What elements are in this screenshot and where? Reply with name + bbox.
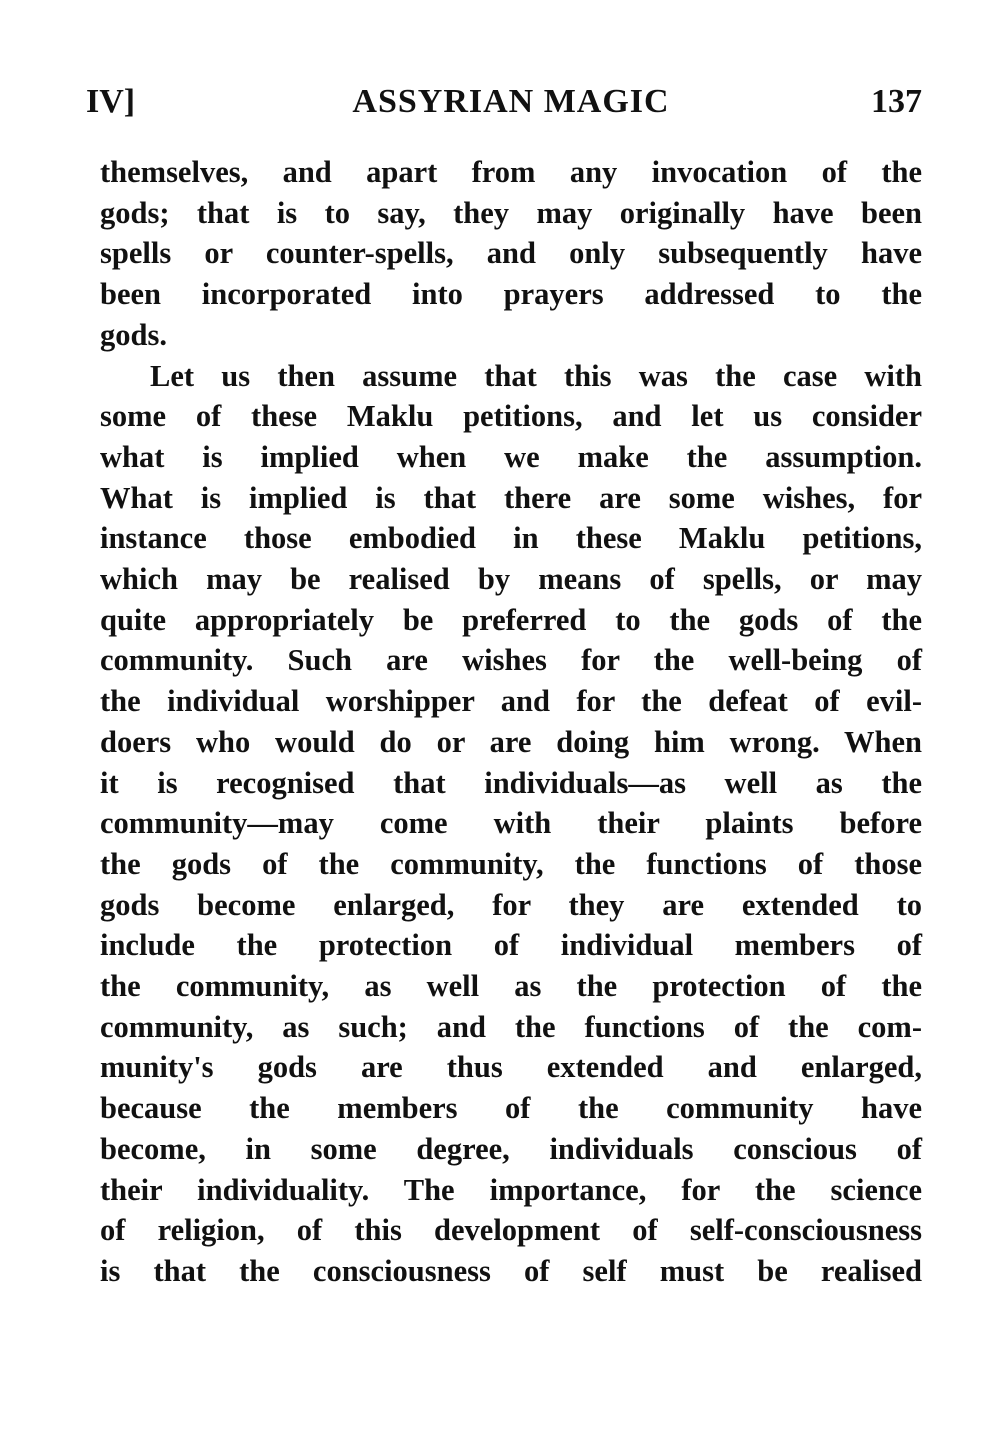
text-line: been incorporated into prayers addressed to the	[100, 277, 922, 312]
text-line: which may be realised by means of spells, or may	[100, 562, 922, 597]
book-page	[86, 78, 922, 1292]
text-line: community, as such; and the functions of the com-	[100, 1009, 922, 1044]
page-number: 137	[871, 83, 922, 120]
text-line: what is implied when we make the assumption.	[100, 439, 922, 474]
text-line: become, in some degree, individuals conscious of	[100, 1131, 922, 1166]
text-line: it is recognised that individuals—as well as the	[100, 765, 922, 800]
body-text	[100, 152, 922, 1292]
running-title: ASSYRIAN MAGIC	[352, 83, 670, 120]
text-line: spells or counter-spells, and only subsequently have	[100, 236, 922, 271]
text-line: themselves, and apart from any invocation of the	[100, 155, 922, 189]
text-line: community. Such are wishes for the well-being of	[100, 643, 922, 678]
text-line: include the protection of individual members of	[100, 928, 922, 963]
text-line: because the members of the community have	[100, 1091, 922, 1126]
text-line: gods become enlarged, for they are extended to	[100, 887, 922, 922]
text-line: community—may come with their plaints before	[100, 806, 922, 841]
running-head	[86, 78, 922, 126]
text-line: gods; that is to say, they may originally have been	[100, 195, 922, 230]
text-line: What is implied is that there are some wishes, for	[100, 480, 922, 515]
text-line: the community, as well as the protection of the	[100, 969, 922, 1004]
text-line: the gods of the community, the functions of those	[100, 846, 922, 881]
text-line: their individuality. The importance, for the science	[100, 1172, 922, 1207]
text-line: doers who would do or are doing him wrong. When	[100, 724, 922, 759]
text-line: some of these Maklu petitions, and let us consider	[100, 399, 922, 434]
text-line: gods.	[100, 317, 167, 352]
text-line: is that the consciousness of self must be realised	[100, 1253, 922, 1288]
text-line: quite appropriately be preferred to the gods of the	[100, 602, 922, 637]
chapter-number: IV]	[86, 83, 136, 120]
text-line: munity's gods are thus extended and enlarged,	[100, 1050, 922, 1085]
text-line: instance those embodied in these Maklu petitions,	[100, 521, 922, 556]
text-line: of religion, of this development of self-consciousness	[100, 1213, 922, 1248]
text-line: the individual worshipper and for the defeat of evil-	[100, 684, 922, 719]
text-line: Let us then assume that this was the case with	[150, 358, 922, 393]
